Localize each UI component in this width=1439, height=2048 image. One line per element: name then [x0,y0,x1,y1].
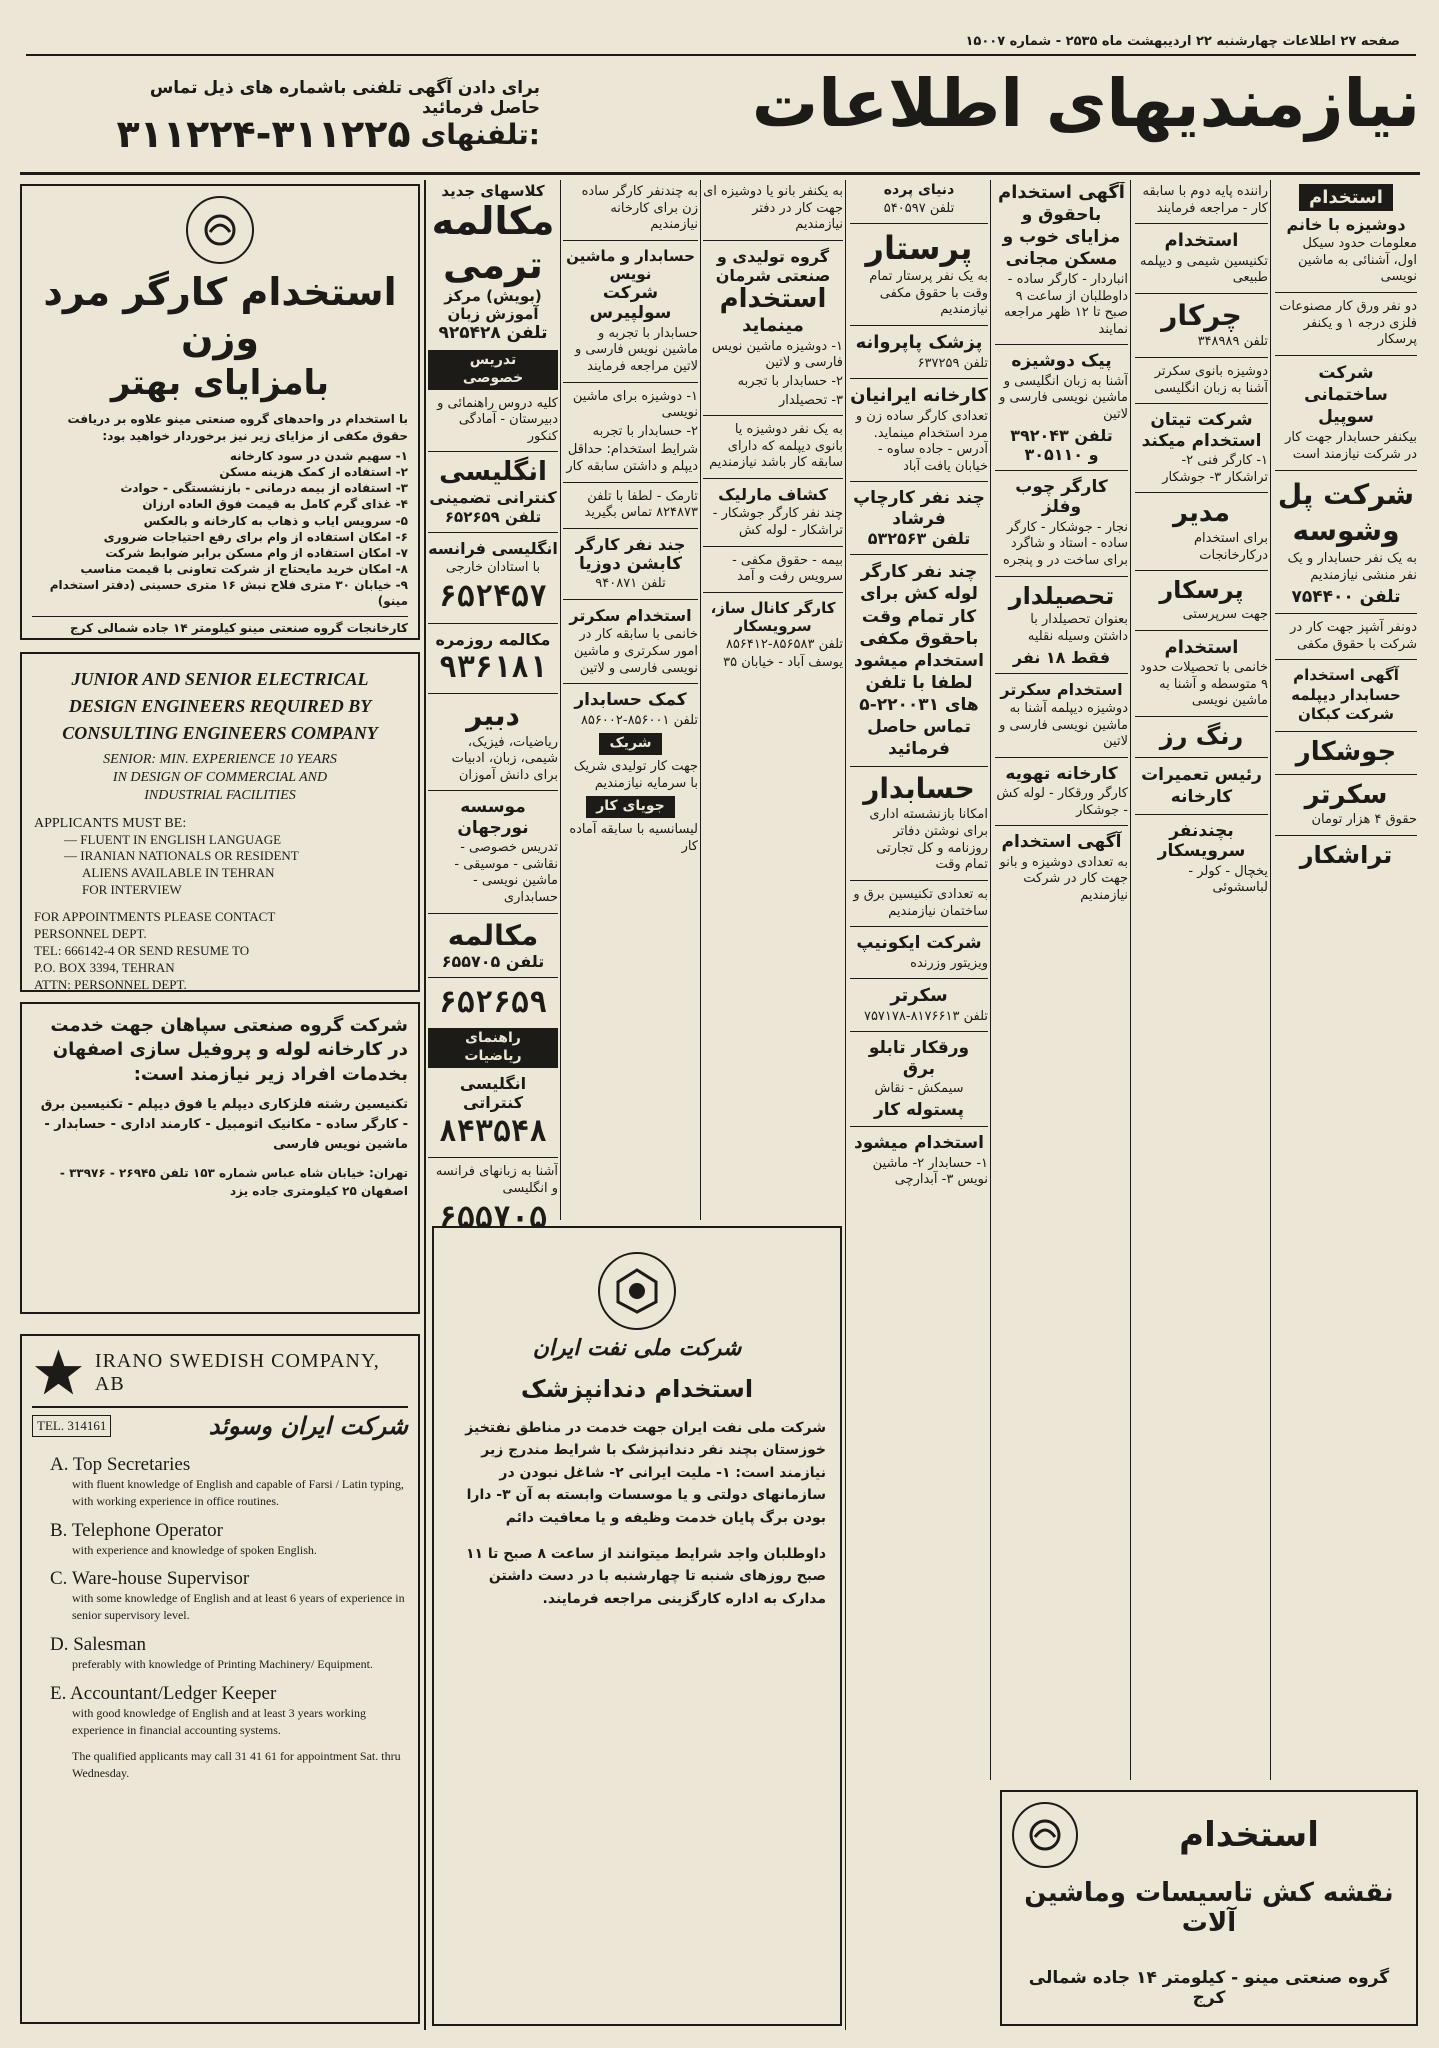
sepahan-title: شرکت گروه صنعتی سپاهان جهت خدمت در کارخانه لوله و پروفیل سازی اصفهان بخدمات افراد زیر نیازمند است: [50,1015,408,1085]
col4-item: فقط ۱۸ نفر [1012,647,1111,667]
mino-benefits [32,448,408,610]
col2-item: کشاف مارلیک [718,485,828,505]
col3-item: تلفن ۵۳۲۵۶۳ [867,529,971,549]
engineers-senior [34,751,406,806]
position-desc: with some knowledge of English and at least 6 years of experience in senior supervisory level. [72,1591,405,1623]
col1-item: ۶۵۲۶۵۹ [438,985,548,1021]
req-line: — FLUENT IN ENGLISH LANGUAGE [64,831,282,847]
mino2-title: استخدام [1179,1815,1319,1855]
col3-item: کارخانه ایرانیان [850,385,988,407]
contact-line: TEL: 666142-4 OR SEND RESUME TO [34,942,250,958]
col2-item: جند نفر کارگر [575,534,686,554]
engineers-must: APPLICANTS MUST BE: [34,815,187,831]
col5-item: استخدام [1164,230,1239,252]
col2-item: کمک حسابدار [574,690,687,711]
col1-item: کلاسهای جدید [441,182,545,200]
col1-item: دبیر [466,699,520,733]
swedish-ad [20,1334,420,2024]
col3-item: سکرتر [890,985,948,1007]
col2-item: گروه تولیدی و صنعتی شرمان [715,246,831,286]
col1-item: انگلیسی [439,457,547,488]
col1-item: ۸۴۳۵۴۸ [438,1113,548,1149]
col5-ads: راننده پایه دوم با سابقه کار - مراجعه فرمایند استخدام تکنیسین شیمی و دیپلمه طبیعی چرکار تلفن ۳۴۸۹۸۹ دوشیزه بانوی سکرتر آشنا به زبان انگلیسی شرکت تیتان استخدام میکند ۱- کارگر فنی ۲- تراشکار ۳- جوشکار مدیر برای استخدام درکارخانجات پرسکار جهت سرپرستی استخدام خانمی با تحصیلات حدود ۹ متوسطه و آشنا به ماشین نویسی رنگ رز رئیس تعمیرات کارخانه بچندنفر سرویسکار یخچال - کولر - لباسشوئی [1135,182,1268,1782]
col1-item: انگلیسی فرانسه [428,538,558,558]
col4-item: آگهی استخدام [1001,832,1122,853]
mino-subtitle: بامزایای بهتر [110,363,330,404]
sepahan-address: تهران: خیابان شاه عباس شماره ۱۵۳ تلفن ۲۶۹۴۵ - ۳۳۹۷۶ - اصفهان ۲۵ کیلومتری جاده یزد [59,1166,408,1198]
position-item [32,1683,408,1739]
col3-item: چند نفر کارگر لوله کش برای کار تمام وقت باحقوق مکفی استخدام میشود [854,562,984,671]
column-rule [1270,180,1271,1780]
senior-line: IN DESIGN OF COMMERCIAL AND [112,770,328,786]
mino-title: استخدام کارگر مرد وزن [43,270,397,360]
mino-benefit: ۶- امکان استفاده از وام برای رفع احتیاجات ضروری [103,529,408,544]
contact-line: FOR APPOINTMENTS PLEASE CONTACT [34,909,276,925]
col5-item: استخدام میکند [1141,430,1262,451]
position-item [32,1568,408,1624]
mino-benefit: ۳- استفاده از بیمه درمانی - بازنشستگی - حوادث [120,481,408,496]
position-desc: with fluent knowledge of English and capable of Farsi / Latin typing, with working experience in office routines. [72,1477,404,1508]
col2-item: استخدام [719,284,827,315]
col5-item: بچندنفر سرویسکار [1157,820,1246,862]
swedish-subheader [32,1412,408,1440]
column-rule [700,180,701,1220]
col5-item: چرکار [1161,299,1242,333]
phones-value: ۳۱۱۲۲۴-۳۱۱۲۲۵ [116,112,411,156]
engineers-line: DESIGN ENGINEERS REQUIRED BY [68,696,372,716]
col4-item: تحصیلدار [1008,581,1115,610]
mino-ad [20,184,420,640]
engineers-line: JUNIOR AND SENIOR ELECTRICAL [71,669,369,689]
col1-item: ۹۳۶۱۸۱ [438,649,548,685]
col2-tag: شریک [599,733,661,755]
col6-tag: استخدام [1299,184,1393,211]
mino-benefit: ۷- امکان استفاده از وام مسکن برابر ضوابط شرکت [105,545,408,560]
swedish-footer: The qualified applicants may call 31 41 61 for appointment Sat. thru Wednesday. [72,1749,401,1781]
nioc-ad [432,1226,842,2026]
req-line: FOR INTERVIEW [82,882,182,898]
mino-logo-icon [186,196,254,264]
col2-item: حسابدار و ماشین نویس [566,246,695,283]
mino-intro: با استخدام در واحدهای گروه صنعتی مینو علاوه بر دریافت حقوق مکفی از مزایای زیر نیز برخوردار خواهید بود: [67,412,408,443]
col2-tag: جویای کار [586,796,675,818]
senior-line: SENIOR: MIN. EXPERIENCE 10 YEARS [103,752,337,767]
col6-item: شرکت پل وشوسه [1277,477,1415,547]
engineers-ad [20,652,420,992]
col2b-ads: به یکنفر بانو یا دوشیزه ای جهت کار در دفتر نیازمندیم گروه تولیدی و صنعتی شرمان استخدام مینماید ۱- دوشیزه ماشین نویس فارسی و لاتین ۲- حسابدار با تجربه ۳- تحصیلدار به یک نفر دوشیزه یا بانوی دیپلمه که دارای سابقه کار باشد نیازمندیم کشاف مارلیک چند نفر کارگر جوشکار - تراشکار - لوله کش بیمه - حقوق مکفی - سرویس رفت و آمد کارگر کانال ساز، سرویسکار تلفن ۸۵۶۵۸۳-۸۵۶۴۱۲ یوسف آباد - خیابان ۳۵ [703,184,843,671]
position-item [32,1454,408,1510]
phones-label: تلفنهای: [420,117,540,151]
col3-item: پزشک پاپروانه [855,332,983,354]
col1-item: (بویش) مرکز آموزش زبان [444,287,542,324]
nioc-logo-icon [598,1252,676,1330]
col4-item: تلفن ۳۹۲۰۴۳ [1010,425,1113,445]
nioc-footer: داوطلبان واجد شرایط میتوانند از ساعت ۸ صبح تا ۱۱ صبح روزهای شنبه تا چهارشنبه با در دست داشتن مدارک به اداره کارگزینی مراجعه فرمایند. [465,1545,826,1607]
engineers-heading [34,666,406,747]
mino2-header [1012,1802,1406,1868]
col1-item: مکالمه روزمره [435,629,551,649]
star-icon [32,1346,85,1400]
mino-benefit: ۴- غذای گرم کامل به قیمت فوق العاده ارزان [142,497,408,512]
col6-item: شرکت ساختمانی سوپیل [1304,362,1388,428]
col2-item: استخدام سکرتر [569,606,692,626]
col1-item: مکالمه [447,918,539,952]
sepahan-ad [20,1002,420,1314]
mino-benefit: ۵- سرویس ایاب و ذهاب به کارخانه و بالعکس [143,513,408,528]
col5-item: شرکت تیتان [1150,410,1253,431]
col2-item: شرکت سولپیرس [589,282,672,324]
col4-item: کارخانه تهویه [1005,763,1118,784]
position-item [32,1520,408,1559]
column-rule [990,180,991,1780]
nioc-title: استخدام دندانپزشک [520,1375,754,1403]
col3-item: شرکت ایکونیپ [856,933,982,954]
col3-item: پرستار [865,229,973,268]
position-label: E. Accountant/Ledger Keeper [50,1682,277,1704]
mino-benefit: ۱- سهیم شدن در سود کارخانه [229,448,408,463]
col1-item: تلفن ۶۵۵۷۰۵ [441,951,545,971]
col1-item: مکالمه [431,199,555,243]
col6-ads: استخدام دوشیزه با خانم معلومات حدود سیکل اول، آشنائی به ماشین نویسی دو نفر ورق کار مصنوعات فلزی درجه ۱ و یکنفر پرسکار شرکت ساختمانی سوپیل بیکنفر حسابدار جهت کار در شرکت نیازمند است شرکت پل وشوسه به یک نفر حسابدار و یک نفر منشی نیازمندیم تلفن ۷۵۴۴۰۰ دونفر آشپز جهت کار در شرکت با حقوق مکفی آگهی استخدام حسابدار دیپلمه شرکت کبکان جوشکار سکرتر حقوق ۴ هزار تومان تراشکار [1275,182,1417,1782]
col3-item: حسابدار [863,772,975,806]
col2-ads: به چندنفر کارگر ساده زن برای کارخانه نیازمندیم حسابدار و ماشین نویس شرکت سولپیرس حسابدار با تجربه و ماشین نویس فارسی و لاتین مراجعه فرمایند ۱- دوشیزه برای ماشین نویسی ۲- حسابدار با تجربه شرایط استخدام: حداقل دیپلم و داشتن سابقه کار تارمک - لطفا با تلفن ۸۲۴۸۷۳ تماس بگیرید جند نفر کارگر کابشن دوزیا تلفن ۹۴۰۸۷۱ استخدام سکرتر خانمی با سابقه کار در امور سکرتری و ماشین نویسی فارسی و لاتین کمک حسابدار تلفن ۸۵۶۰۰۱-۸۵۶۰۰۲ شریک جهت کار تولیدی شریک با سرمایه نیازمندیم جویای کار لیسانسیه با سابقه آماده کار [563,182,698,1222]
col4-item: استخدام سکرتر [1000,679,1123,699]
col1-tag: راهنمای ریاضیات [428,1028,558,1068]
swedish-header [32,1346,408,1408]
position-label: C. Ware-house Supervisor [50,1568,250,1590]
phones-block [116,112,540,156]
col3-item: فرشاد [892,508,946,529]
position-item [32,1634,408,1673]
contact-note: برای دادن آگهی تلفنی باشماره های ذیل تماس حاصل فرمائید [149,78,540,118]
mino-benefit: ۸- امکان خرید مایحتاج از شرکت تعاونی با قیمت مناسب [80,562,408,577]
col6-item: تلفن ۷۵۴۴۰۰ [1291,586,1401,607]
col6-item: تراشکار [1299,841,1393,870]
col1-item: موسسه نورجهان [457,797,529,838]
col4-item: کارگر چوب وفلز [1015,477,1108,518]
position-desc: with experience and knowledge of spoken English. [72,1542,317,1557]
col2-item: مینماید [742,315,804,337]
col3-item: پستوله کار [874,1099,964,1120]
col1-item: تلفن ۶۵۲۶۵۹ [444,507,542,526]
col3-item: چند نفر کارچاپ [853,488,985,509]
col2-item: کابشن دوزیا [578,554,682,575]
position-label: D. Salesman [50,1633,147,1655]
nioc-body: شرکت ملی نفت ایران جهت خدمت در مناطق نفتخیز خوزستان بچند نفر دندانپزشک با شرایط مندرج زیر نیازمند است: ۱- ملیت ایرانی ۲- شاغل نبودن در سازمانهای دولتی و یا موسسات وابسته به آن ۳- دارا بودن برگ پایان خدمت وظیفه و یا معافیت دائم [465,1420,826,1526]
column-rule [845,180,846,2030]
col3-ads: دنیای پرده تلفن ۵۴۰۵۹۷ پرستار به یک نفر پرستار تمام وقت با حقوق مکفی نیازمندیم پزشک پاپروانه تلفن ۶۳۷۲۵۹ کارخانه ایرانیان تعدادی کارگر ساده زن و مرد استخدام مینماید. آدرس - جاده ساوه - خیابان یافت آباد چند نفر کارچاپ فرشاد تلفن ۵۳۲۵۶۳ چند نفر کارگر لوله کش برای کار تمام وقت باحقوق مکفی استخدام میشود لطفا با تلفن های ۲۲۰۰۳۱-۵ تماس حاصل فرمائید حسابدار امکانا بازنشسته اداری برای نوشتن دفاتر روزنامه و کل تجارتی تمام وقت به تعدادی تکنیسین برق و ساختمان نیازمندیم شرکت ایکونیپ ویزیتور وزرنده سکرتر تلفن ۸۱۷۶۶۱۳-۷۵۷۱۷۸ ورقکار تابلو برق سیمکش - نقاش پستوله کار استخدام میشود ۱- حسابدار ۲- ماشین نویس ۳- آبدارچی [850,182,988,1188]
swedish-positions [32,1454,408,1782]
col4-item: پیک دوشیزه [1011,351,1112,372]
col1-item: ۶۵۲۴۵۷ [438,579,548,615]
position-label: A. Top Secretaries [50,1454,191,1475]
swedish-fa-brand: شرکت ایران وسوئد [208,1412,408,1440]
header-bottom-rule [20,172,1420,175]
nioc-logo-text: شرکت ملی نفت ایران [532,1336,742,1361]
column-rule [424,180,426,2030]
col6-item: آگهی استخدام حسابدار دیپلمه شرکت کبکان [1291,666,1401,724]
col3-item: لطفا با تلفن های ۲۲۰۰۳۱-۵ تماس حاصل فرمائید [859,672,979,760]
col1-item: کنترانی تضمینی [429,488,557,508]
sepahan-body: تکنیسین رشته فلزکاری دیپلم یا فوق دیپلم - تکنیسین برق - کارگر ساده - مکانیک اتومبیل - کارمند اداری - حسابدار - ماشین نویس فارسی [40,1096,408,1153]
contact-line: PERSONNEL DEPT. [34,926,147,942]
col5-item: پرسکار [1159,576,1244,605]
mino2-ad [1000,1790,1418,2026]
col3-item: استخدام میشود [854,1133,984,1154]
engineers-line: CONSULTING ENGINEERS COMPANY [62,723,378,743]
position-desc: with good knowledge of English and at least 3 years working experience in financial accounting systems. [72,1705,366,1737]
col1-item: ترمی [443,242,543,287]
position-desc: preferably with knowledge of Printing Machinery/ Equipment. [72,1656,373,1671]
col6-item: دوشیزه با خانم [1286,215,1406,235]
col1-item: انگلیسی کنتراتی [459,1074,527,1113]
col6-item: سکرتر [1304,779,1388,810]
col6-item: جوشکار [1295,736,1397,767]
mino-benefit: ۹- خیابان ۳۰ متری فلاح نبش ۱۶ متری حسینی (دفتر استخدام مینو) [49,578,408,609]
column-rule [560,180,561,1220]
col1-item: ۶۵۵۷۰۵ [438,1200,548,1236]
col5-item: استخدام [1164,636,1239,658]
mino-footer: کارخانجات گروه صنعتی مینو کیلومتر ۱۴ جاده شمالی کرج [32,616,408,635]
header-top-rule [26,54,1416,56]
page-info-line: صفحه ۲۷ اطلاعات چهارشنبه ۲۲ اردیبهشت ماه ۲۵۳۵ - شماره ۱۵۰۰۷ [965,34,1400,49]
col4-item: و ۳۰۵۱۱۰ [1024,444,1099,464]
contact-line: ATTN: PERSONNEL DEPT. [34,976,187,992]
col3-item: دنیای پرده [883,182,955,198]
mino2-footer: گروه صنعتی مینو - کیلومتر ۱۴ جاده شمالی کرج [1028,1968,1390,2008]
col2-item: کارگر کانال ساز، سرویسکار [710,598,836,635]
masthead-title: نیازمندیهای اطلاعات [751,65,1420,142]
col4-ads: آگهی استخدام باحقوق و مزایای خوب و مسکن مجانی انباردار - کارگر ساده - داوطلبان از ساعت ۹ صبح تا ۱۲ ظهر مراجعه نمایند پیک دوشیزه آشنا به زبان انگلیسی و ماشین نویسی فارسی و لاتین تلفن ۳۹۲۰۴۳ و ۳۰۵۱۱۰ کارگر چوب وفلز نجار - جوشکار - کارگر ساده - استاد و شاگرد برای ساخت در و پنجره تحصیلدار بعنوان تحصیلدار با داشتن وسیله نقلیه فقط ۱۸ نفر استخدام سکرتر دوشیزه دیپلمه آشنا به ماشین نویسی فارسی و لاتین کارخانه تهویه کارگر ورقکار - لوله کش - جوشکار آگهی استخدام به تعدادی دوشیزه و بانو جهت کار در شرکت نیازمندیم [996,182,1128,904]
col1-tag: تدریس خصوصی [428,350,558,390]
col1-item: تلفن ۹۲۵۴۲۸ [438,323,548,344]
contact-line: P.O. BOX 3394, TEHRAN [34,959,175,975]
column-rule [1130,180,1131,1780]
req-line: — IRANIAN NATIONALS OR RESIDENT [64,848,299,864]
col3-item: ورقکار تابلو برق [868,1038,970,1079]
engineers-reqs [34,832,406,900]
mino2-logo-icon [1012,1802,1078,1868]
position-label: B. Telephone Operator [50,1519,223,1541]
col4-item: باحقوق و مزایای خوب و مسکن مجانی [1002,204,1121,269]
col5-item: رئیس تعمیرات کارخانه [1141,764,1262,807]
engineers-contact [34,909,406,993]
col5-item: مدیر [1172,498,1231,529]
col4-item: آگهی استخدام [998,182,1125,203]
swedish-brand: IRANO SWEDISH COMPANY, AB [94,1350,380,1395]
swedish-tel: TEL. 314161 [32,1415,111,1437]
mino2-subtitle: نقشه کش تاسیسات وماشین آلات [1024,1878,1394,1938]
senior-line: INDUSTRIAL FACILITIES [144,788,296,804]
col1-ads: کلاسهای جدید مکالمه ترمی (بویش) مرکز آموزش زبان تلفن ۹۲۵۴۲۸ تدریس خصوصی کلیه دروس راهنمائی و دبیرستان - آمادگی کنکور انگلیسی کنترانی تضمینی تلفن ۶۵۲۶۵۹ انگلیسی فرانسه با استادان خارجی ۶۵۲۴۵۷ مکالمه روزمره ۹۳۶۱۸۱ دبیر ریاضیات، فیزیک، شیمی، زبان، ادبیات برای دانش آموزان موسسه نورجهان تدریس خصوصی - نقاشی - موسیقی - ماشین نویسی - حسابداری مکالمه تلفن ۶۵۵۷۰۵ ۶۵۲۶۵۹ راهنمای ریاضیات انگلیسی کنتراتی ۸۴۳۵۴۸ آشنا به زبانهای فرانسه و انگلیسی ۶۵۵۷۰۵ [428,182,558,2022]
mino-benefit: ۲- استفاده از کمک هزینه مسکن [219,464,408,479]
req-line: ALIENS AVAILABLE IN TEHRAN [82,865,275,881]
col5-item: رنگ رز [1159,722,1244,751]
